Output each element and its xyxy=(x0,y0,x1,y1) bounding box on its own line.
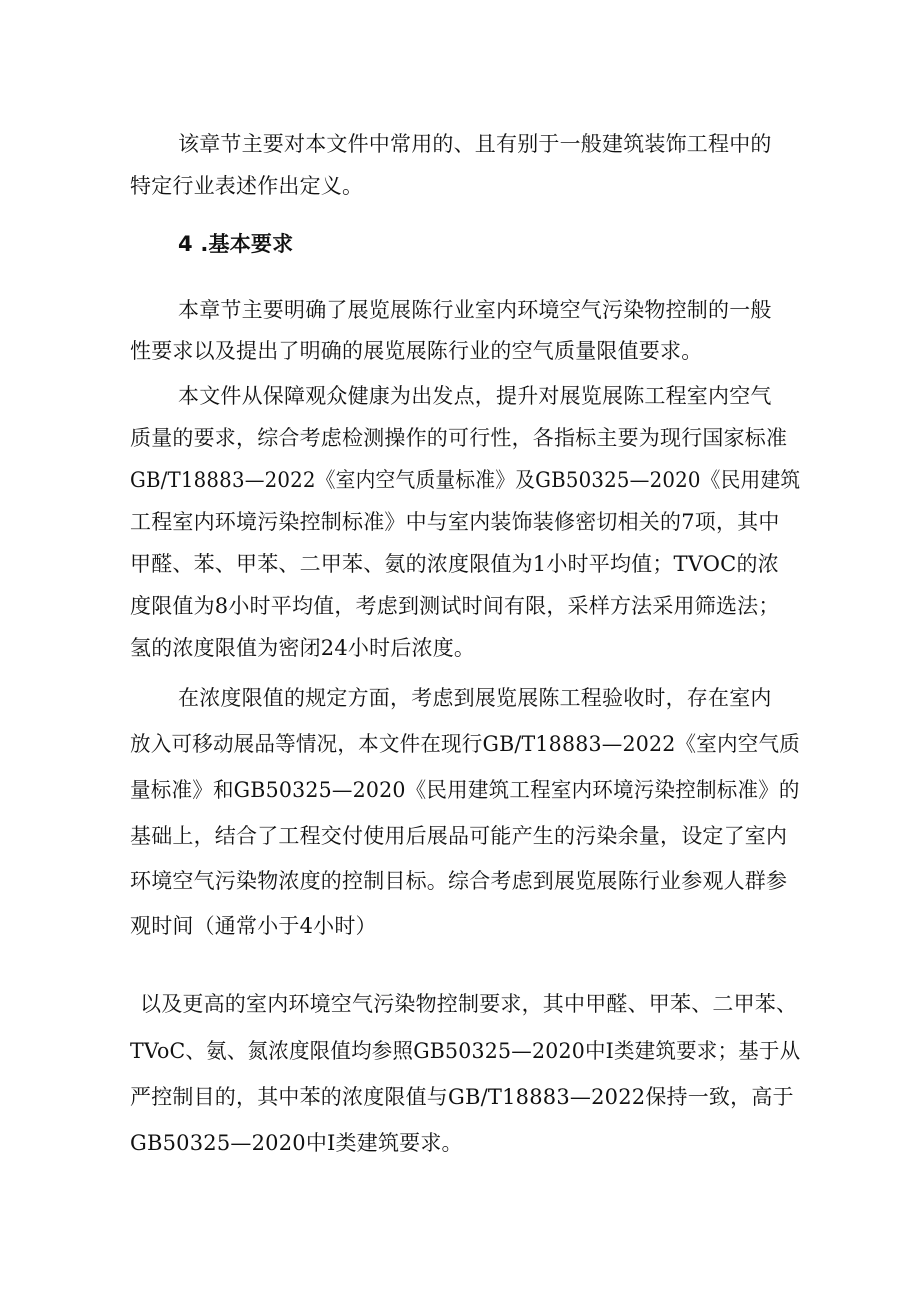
paragraph-2-line-2: 性要求以及提出了明确的展览展陈行业的空气质量限值要求。 xyxy=(130,339,703,363)
paragraph-4-line-5: 环境空气污染物浓度的控制目标。综合考虑到展览展陈行业参观人群参 xyxy=(130,869,788,893)
paragraph-5-line-4: GB50325—2020中I类建筑要求。 xyxy=(130,1131,463,1155)
paragraph-4-line-1: 在浓度限值的规定方面，考虑到展览展陈工程验收时，存在室内 xyxy=(178,686,772,710)
paragraph-1-line-2: 特定行业表述作出定义。 xyxy=(130,174,364,198)
paragraph-3-line-5: 甲醛、苯、甲苯、二甲苯、氨的浓度限值为1小时平均值；TVOC的浓 xyxy=(130,552,779,576)
paragraph-4-line-4: 基础上，结合了工程交付使用后展品可能产生的污染余量，设定了室内 xyxy=(130,824,788,848)
paragraph-3-line-7: 氢的浓度限值为密闭24小时后浓度。 xyxy=(130,636,476,660)
paragraph-4-line-2: 放入可移动展品等情况，本文件在现行GB/T18883—2022《室内空气质 xyxy=(130,732,800,756)
paragraph-5-line-2: TVoC、氨、氮浓度限值均参照GB50325—2020中I类建筑要求；基于从 xyxy=(130,1039,801,1063)
section-heading: 4 .基本要求 xyxy=(178,232,294,256)
paragraph-3-line-6: 度限值为8小时平均值，考虑到测试时间有限，采样方法采用筛选法； xyxy=(130,594,780,618)
paragraph-5-line-1: 以及更高的室内环境空气污染物控制要求，其中甲醛、甲苯、二甲苯、 xyxy=(140,992,798,1016)
paragraph-3-line-4: 工程室内环境污染控制标准》中与室内装饰装修密切相关的7项，其中 xyxy=(130,510,780,534)
paragraph-2-line-1: 本章节主要明确了展览展陈行业室内环境空气污染物控制的一般 xyxy=(178,298,772,322)
paragraph-3-line-3: GB/T18883—2022《室内空气质量标准》及GB50325—2020《民用建筑 xyxy=(130,468,801,492)
paragraph-5-line-3: 严控制目的，其中苯的浓度限值与GB/T18883—2022保持一致，高于 xyxy=(130,1085,794,1109)
paragraph-4-line-3: 量标准》和GB50325—2020《民用建筑工程室内环境污染控制标准》的 xyxy=(130,778,800,802)
paragraph-4-line-6: 观时间（通常小于4小时） xyxy=(130,914,377,938)
paragraph-1-line-1: 该章节主要对本文件中常用的、且有别于一般建筑装饰工程中的 xyxy=(178,132,772,156)
paragraph-3-line-1: 本文件从保障观众健康为出发点，提升对展览展陈工程室内空气 xyxy=(178,384,772,408)
paragraph-3-line-2: 质量的要求，综合考虑检测操作的可行性，各指标主要为现行国家标准 xyxy=(130,426,788,450)
